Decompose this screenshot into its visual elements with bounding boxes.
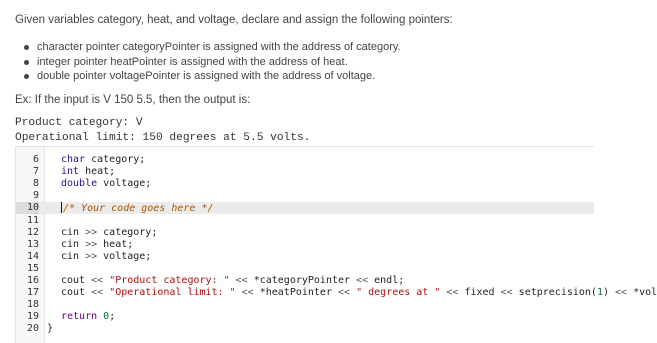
text-cursor <box>61 202 62 213</box>
problem-intro: Given variables category, heat, and voltage, declare and assign the following pointers: <box>15 14 453 26</box>
output-line: Operational limit: 150 degrees at 5.5 volts. <box>15 132 311 144</box>
code-line[interactable] <box>16 190 594 202</box>
code-line[interactable] <box>16 275 594 287</box>
line-number: 10 <box>16 202 39 214</box>
code-line[interactable] <box>16 154 594 166</box>
code-line[interactable] <box>16 299 594 311</box>
code-line[interactable] <box>16 202 594 214</box>
code-line[interactable] <box>16 227 594 239</box>
code-text[interactable]: cin >> heat; <box>61 238 134 250</box>
requirement-item: integer pointer heatPointer is assigned with the address of heat. <box>37 55 401 70</box>
line-number: 11 <box>26 214 39 226</box>
output-line: Product category: V <box>15 117 143 129</box>
code-text[interactable]: return 0; <box>61 311 116 323</box>
requirements-list <box>15 40 401 84</box>
code-text[interactable]: cin >> category; <box>61 226 158 238</box>
code-line[interactable] <box>16 178 594 190</box>
line-number: 20 <box>26 323 39 335</box>
code-text[interactable]: cout << "Operational limit: " << *heatPointer << " degrees at " << fixed << setprecision(1) << *vol <box>61 287 657 299</box>
line-number: 16 <box>26 275 39 286</box>
code-line[interactable] <box>16 251 594 263</box>
line-number: 14 <box>26 250 39 262</box>
line-number: 6 <box>32 154 39 165</box>
expected-output <box>15 116 310 146</box>
code-text[interactable]: double voltage; <box>61 178 152 190</box>
example-text: Ex: If the input is V 150 5.5, then the output is: <box>15 94 251 106</box>
code-line[interactable] <box>16 263 594 275</box>
code-text[interactable]: int heat; <box>61 166 116 178</box>
code-line[interactable] <box>16 215 594 227</box>
code-text[interactable]: cin >> voltage; <box>61 250 152 262</box>
line-number: 8 <box>32 178 39 190</box>
line-number: 7 <box>32 166 39 178</box>
requirement-item: double pointer voltagePointer is assigned with the address of voltage. <box>37 69 401 84</box>
code-line[interactable] <box>16 239 594 251</box>
code-text[interactable]: char category; <box>61 154 146 165</box>
code-line[interactable] <box>16 323 594 335</box>
line-number: 18 <box>26 299 39 311</box>
line-number: 15 <box>26 262 39 274</box>
line-number: 9 <box>32 190 39 202</box>
line-number: 17 <box>26 287 39 299</box>
code-line[interactable] <box>16 166 594 178</box>
code-line[interactable] <box>16 287 657 299</box>
code-line[interactable] <box>16 311 594 323</box>
code-text[interactable]: } <box>47 323 54 335</box>
code-text[interactable]: /* Your code goes here */ <box>63 203 214 215</box>
line-number: 13 <box>26 238 39 250</box>
line-number: 12 <box>26 226 39 238</box>
code-text[interactable]: cout << "Product category: " << *categoryPointer << endl; <box>61 275 405 286</box>
code-editor[interactable] <box>15 146 657 343</box>
line-number: 19 <box>26 311 39 323</box>
requirement-item: character pointer categoryPointer is assigned with the address of category. <box>37 41 401 53</box>
